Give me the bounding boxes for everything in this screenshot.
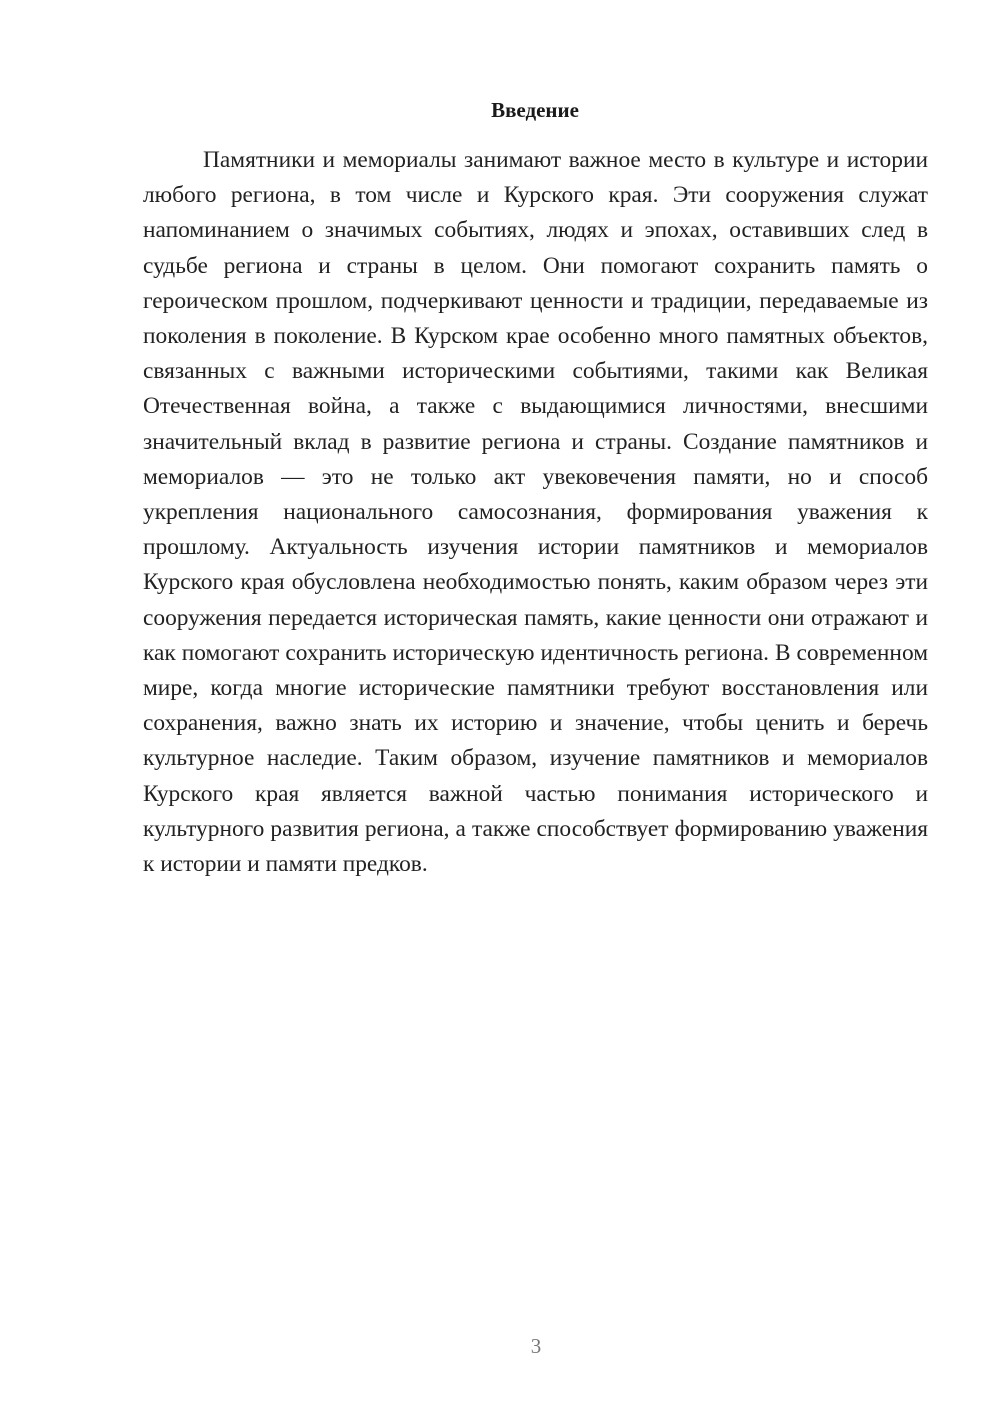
page-number: 3: [530, 1334, 542, 1358]
section-heading: Введение: [491, 98, 579, 122]
body-paragraph: Памятники и мемориалы занимают важное место в культуре и истории любого региона, в том числе и Курского края. Эти сооружения служат напоминанием о значимых событиях, людях и эпохах, оставивших след в судьбе региона и страны в целом. Они помогают сохранить память о героическом прошлом, подчеркивают ценности и традиции, передаваемые из поколения в поколение. В Курском крае особенно много памятных объектов, связанных с важными историческими событиями, такими как Великая Отечественная война, а также с выдающимися личностями, внесшими значительный вклад в развитие региона и страны. Создание памятников и мемориалов — это не только акт увековечения памяти, но и способ укрепления национального самосознания, формирования уважения к прошлому. Актуальность изучения истории памятников и мемориалов Курского края обусловлена необходимостью понять, каким образом через эти сооружения передается историческая память, какие ценности они отражают и как помогают сохранить историческую идентичность региона. В современном мире, когда многие исторические памятники требуют восстановления или сохранения, важно знать их историю и значение, чтобы ценить и беречь культурное наследие. Таким образом, изучение памятников и мемориалов Курского края является важной частью понимания исторического и культурного развития региона, а также способствует формированию уважения к истории и памяти предков.: [143, 147, 928, 878]
